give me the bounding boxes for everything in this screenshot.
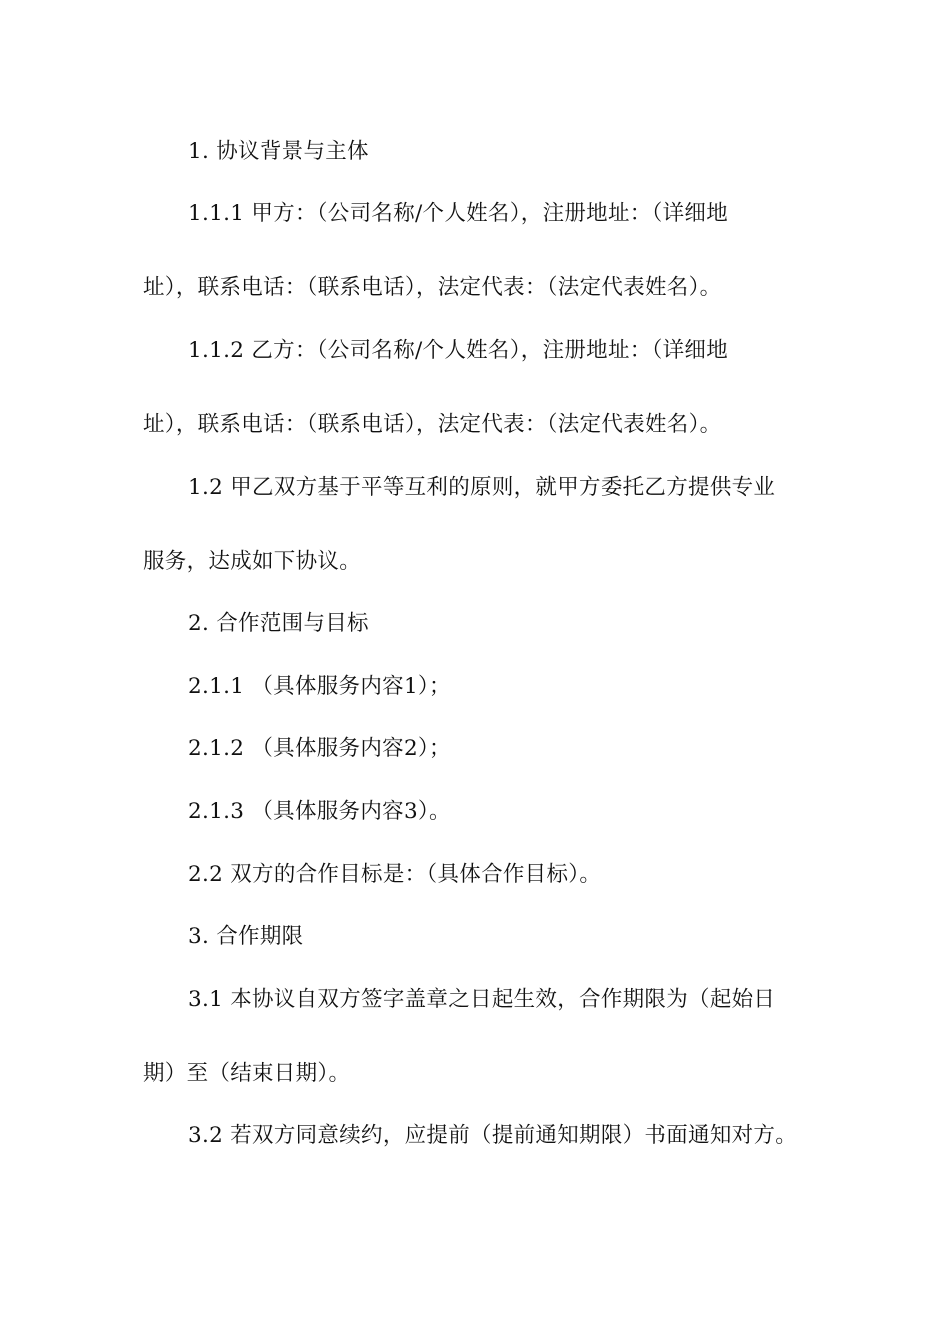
clause-2-1-2: 2.1.2 （具体服务内容2）； [188,736,451,761]
clause-1-1-1: 1.1.1 甲方：（公司名称/个人姓名），注册地址：（详细地 [188,201,729,226]
clause-3-1-continued: 期）至（结束日期）。 [143,1061,351,1086]
clause-3-2: 3.2 若双方同意续约，应提前（提前通知期限）书面通知对方。 [188,1123,798,1148]
section-heading-1: 1. 协议背景与主体 [188,139,369,164]
clause-1-1-2-continued: 址），联系电话：（联系电话），法定代表：（法定代表姓名）。 [143,412,722,437]
clause-3-1: 3.1 本协议自双方签字盖章之日起生效，合作期限为（起始日 [188,987,776,1012]
clause-1-1-1-continued: 址），联系电话：（联系电话），法定代表：（法定代表姓名）。 [143,275,722,300]
clause-2-1-1: 2.1.1 （具体服务内容1）； [188,674,451,699]
section-heading-2: 2. 合作范围与目标 [188,611,369,636]
clause-1-1-2: 1.1.2 乙方：（公司名称/个人姓名），注册地址：（详细地 [188,338,729,363]
section-heading-3: 3. 合作期限 [188,924,304,949]
clause-1-2: 1.2 甲乙双方基于平等互利的原则，就甲方委托乙方提供专业 [188,475,776,500]
clause-1-2-continued: 服务，达成如下协议。 [143,549,362,574]
clause-2-1-3: 2.1.3 （具体服务内容3）。 [188,799,451,824]
clause-2-2: 2.2 双方的合作目标是：（具体合作目标）。 [188,862,602,887]
